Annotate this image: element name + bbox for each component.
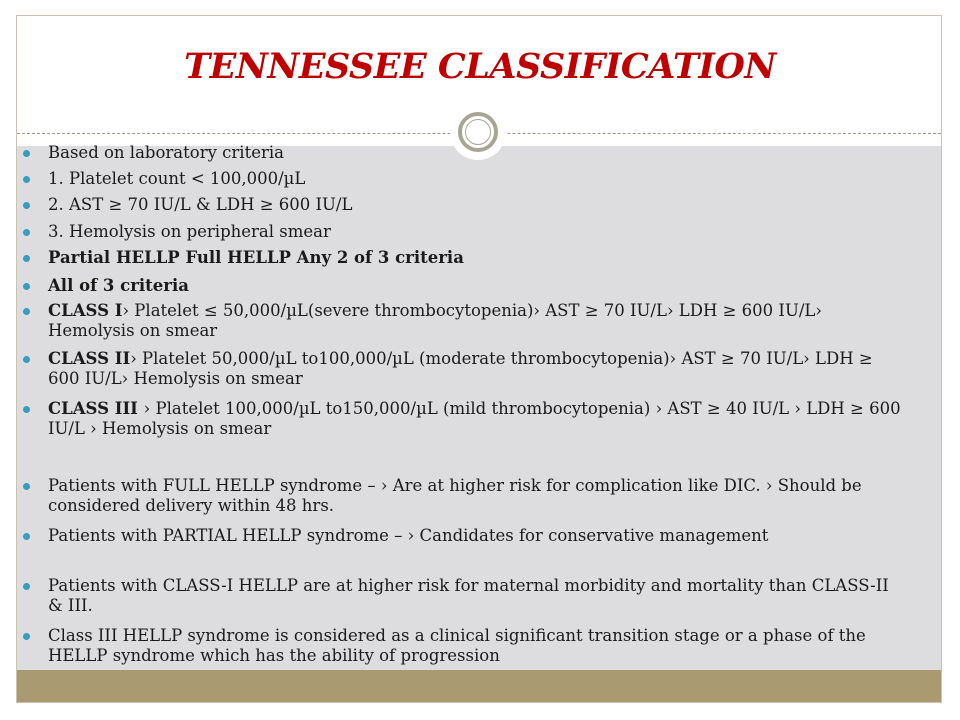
slide-title: TENNESSEE CLASSIFICATION bbox=[184, 46, 776, 87]
bullet-marker-icon bbox=[23, 483, 30, 490]
bullet-lead: CLASS I bbox=[48, 301, 123, 320]
bullet-item bbox=[48, 143, 908, 163]
bullet-marker-icon bbox=[23, 150, 30, 157]
bullet-marker-icon bbox=[23, 356, 30, 363]
bullet-text: 3. Hemolysis on peripheral smear bbox=[48, 222, 331, 241]
bullet-item bbox=[48, 349, 908, 389]
footer-band bbox=[17, 670, 941, 702]
bullet-marker-icon bbox=[23, 583, 30, 590]
bullet-marker-icon bbox=[23, 176, 30, 183]
bullet-marker-icon bbox=[23, 229, 30, 236]
bullet-lead: All of 3 criteria bbox=[48, 276, 189, 295]
bullet-text: Class III HELLP syndrome is considered as a clinical significant transition stage or a phase of the HELLP syndrome which has the ability of progression bbox=[48, 626, 866, 665]
bullet-item bbox=[48, 248, 908, 268]
bullet-marker-icon bbox=[23, 406, 30, 413]
bullet-text: 1. Platelet count < 100,000/µL bbox=[48, 169, 306, 188]
bullet-marker-icon bbox=[23, 308, 30, 315]
bullet-text: › Platelet ≤ 50,000/µL(severe thrombocytopenia)› AST ≥ 70 IU/L› LDH ≥ 600 IU/L› Hemolysis on smear bbox=[48, 301, 822, 340]
bullet-item bbox=[48, 399, 908, 439]
bullet-item bbox=[48, 526, 908, 546]
bullet-item bbox=[48, 222, 908, 242]
bullet-item bbox=[48, 301, 908, 341]
bullet-text: Based on laboratory criteria bbox=[48, 143, 284, 162]
bullet-marker-icon bbox=[23, 283, 30, 290]
bullet-marker-icon bbox=[23, 202, 30, 209]
bullet-item bbox=[48, 169, 908, 189]
bullet-text: › Platelet 50,000/µL to100,000/µL (moderate thrombocytopenia)› AST ≥ 70 IU/L› LDH ≥ 600 IU/L› Hemolysis on smear bbox=[48, 349, 873, 388]
bullet-lead: Partial HELLP Full HELLP Any 2 of 3 criteria bbox=[48, 248, 464, 267]
ornament-inner-ring bbox=[465, 119, 491, 145]
bullet-item bbox=[48, 476, 908, 516]
bullet-lead: CLASS II bbox=[48, 349, 131, 368]
bullet-text: 2. AST ≥ 70 IU/L & LDH ≥ 600 IU/L bbox=[48, 195, 353, 214]
bullet-item bbox=[48, 626, 908, 666]
bullet-text: Patients with FULL HELLP syndrome – › Are at higher risk for complication like DIC. › Should be considered delivery within 48 hrs. bbox=[48, 476, 862, 515]
bullet-text: Patients with CLASS-I HELLP are at higher risk for maternal morbidity and mortality than CLASS-II & III. bbox=[48, 576, 889, 615]
bullet-text: Patients with PARTIAL HELLP syndrome – › Candidates for conservative management bbox=[48, 526, 769, 545]
bullet-text: › Platelet 100,000/µL to150,000/µL (mild thrombocytopenia) › AST ≥ 40 IU/L › LDH ≥ 600 IU/L › Hemolysis on smear bbox=[48, 399, 901, 438]
bullet-marker-icon bbox=[23, 255, 30, 262]
bullet-marker-icon bbox=[23, 533, 30, 540]
bullet-item bbox=[48, 276, 908, 296]
bullet-item bbox=[48, 195, 908, 215]
bullet-lead: CLASS III bbox=[48, 399, 144, 418]
bullet-item bbox=[48, 576, 908, 616]
bullet-marker-icon bbox=[23, 633, 30, 640]
